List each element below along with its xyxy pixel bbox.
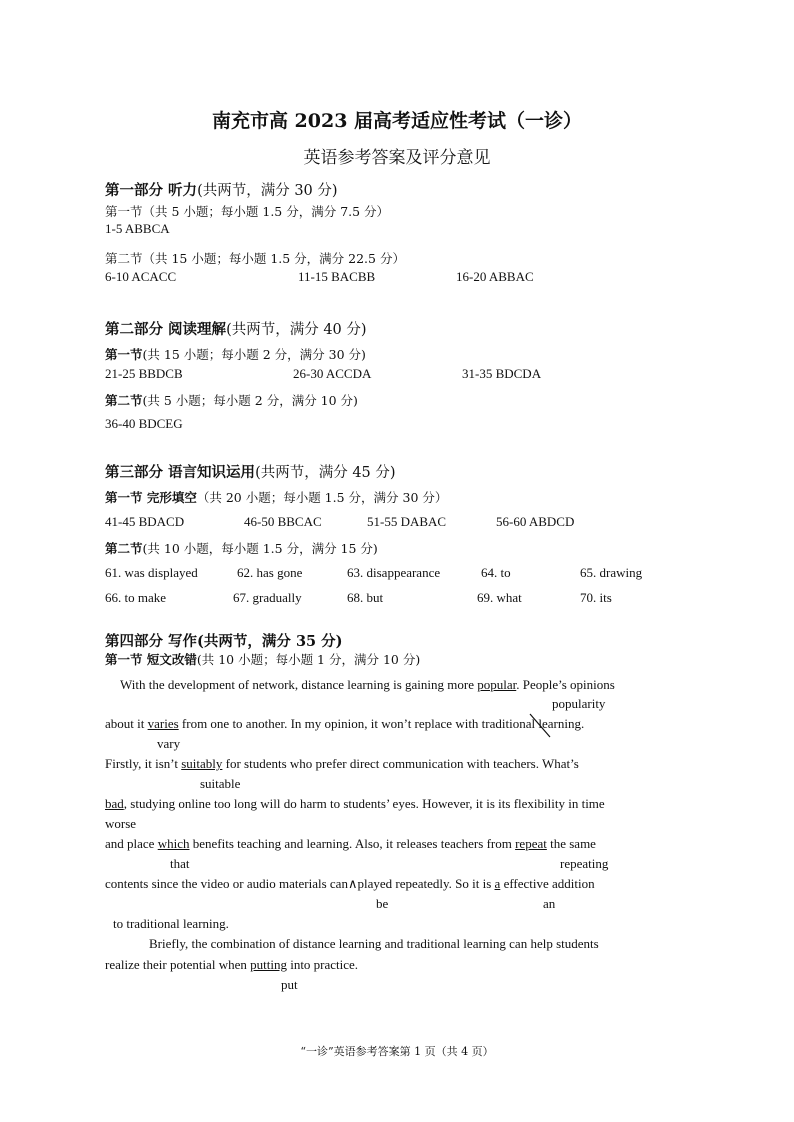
essay-line: Firstly, it isn’t suitably for students who prefer direct communication with teachers. What’s	[105, 756, 579, 771]
essay-line: and place which benefits teaching and learning. Also, it releases teachers from repeat the same	[105, 836, 596, 851]
error-word: which	[157, 836, 190, 851]
part2-heading	[105, 318, 367, 339]
part3-note: (共两节，满分 45 分)	[255, 465, 396, 481]
answer-group: 31-35 BDCDA	[462, 366, 542, 381]
correction-word: put	[281, 977, 298, 992]
answer-group: 46-50 BBCAC	[244, 514, 322, 529]
part2-sec1-label: 第一节	[105, 347, 143, 362]
error-word: bad	[105, 796, 124, 811]
part2-note: (共两节，满分 40 分)	[226, 322, 367, 338]
answer-item: 61. was displayed	[105, 565, 198, 580]
essay-line: about it varies from one to another. In my opinion, it won’t replace with traditional learning.	[105, 716, 585, 731]
part1-sec1-info: 第一节（共 5 小题；每小题 1.5 分，满分 7.5 分）	[105, 204, 390, 219]
part2-sec1-note: (共 15 小题；每小题 2 分，满分 30 分)	[142, 347, 366, 362]
part3-title: 第三部分 语言知识运用	[105, 464, 256, 481]
correction-word: that	[170, 856, 190, 871]
correction-word: worse	[105, 816, 137, 831]
document-title: 南充市高 2023 届高考适应性考试（一诊）	[211, 110, 583, 132]
answer-item: 66. to make	[105, 590, 167, 605]
answer-group: 51-55 DABAC	[367, 514, 447, 529]
correction-word: an	[543, 896, 556, 911]
answer-group: 36-40 BDCEG	[105, 416, 183, 431]
error-word: a	[494, 876, 501, 891]
part4-sec1-label: 第一节 短文改错	[105, 652, 197, 667]
answer-group: 41-45 BDACD	[105, 514, 185, 529]
part1-sec2-info: 第二节（共 15 小题；每小题 1.5 分，满分 22.5 分）	[105, 251, 405, 266]
answer-group: 16-20 ABBAC	[456, 269, 534, 284]
correction-word: be	[376, 896, 389, 911]
error-word: putting	[250, 957, 287, 972]
part2-sec2-label: 第二节	[105, 393, 143, 408]
strike-mark	[528, 712, 554, 740]
part3-sec2-label: 第二节	[105, 541, 143, 556]
correction-word: vary	[157, 736, 181, 751]
correction-word: repeating	[560, 856, 609, 871]
part3-sec1-info	[105, 488, 447, 506]
part2-sec1-info	[105, 345, 366, 363]
answer-group: 6-10 ACACC	[105, 269, 177, 284]
part3-sec2-note: (共 10 小题，每小题 1.5 分，满分 15 分)	[142, 541, 378, 556]
part2-sec2-info	[105, 391, 358, 409]
page-footer: “一诊”英语参考答案第 1 页（共 4 页）	[300, 1045, 494, 1058]
part3-heading	[105, 461, 396, 482]
part2-sec2-note: (共 5 小题；每小题 2 分，满分 10 分)	[142, 393, 358, 408]
part1-title: 第一部分 听力	[105, 182, 198, 199]
error-word: popular	[477, 677, 517, 692]
part4-sec1-note: (共 10 小题；每小题 1 分，满分 10 分)	[196, 652, 421, 667]
part1-heading	[105, 179, 338, 200]
part3-sec1-note: （共 20 小题；每小题 1.5 分，满分 30 分）	[196, 490, 448, 505]
answer-item: 69. what	[477, 590, 522, 605]
essay-line: realize their potential when putting into practice.	[105, 957, 359, 972]
answer-group: 1-5 ABBCA	[105, 221, 170, 236]
part4-title: 第四部分 写作(共两节，满分 35 分)	[105, 633, 343, 650]
essay-line: bad, studying online too long will do harm to students’ eyes. However, it is its flexibility in time	[105, 796, 605, 811]
part4-sec1-info	[105, 650, 420, 668]
part2-title: 第二部分 阅读理解	[105, 321, 227, 338]
part3-sec2-info	[105, 539, 378, 557]
answer-item: 68. but	[347, 590, 384, 605]
answer-item: 65. drawing	[580, 565, 643, 580]
answer-group: 26-30 ACCDA	[293, 366, 372, 381]
essay-line: With the development of network, distance learning is gaining more popular. People’s opinions	[120, 677, 615, 692]
error-word: varies	[147, 716, 179, 731]
answer-item: 70. its	[580, 590, 612, 605]
answer-item: 62. has gone	[237, 565, 303, 580]
essay-line: contents since the video or audio materials can∧played repeatedly. So it is a effective addition	[105, 876, 595, 891]
error-word: repeat	[515, 836, 547, 851]
answer-group: 21-25 BBDCB	[105, 366, 183, 381]
answer-group: 56-60 ABDCD	[496, 514, 575, 529]
answer-group: 11-15 BACBB	[298, 269, 376, 284]
document-subtitle: 英语参考答案及评分意见	[303, 148, 491, 168]
answer-item: 67. gradually	[233, 590, 302, 605]
correction-word: suitable	[200, 776, 241, 791]
answer-item: 63. disappearance	[347, 565, 441, 580]
correction-word: popularity	[552, 696, 606, 711]
answer-item: 64. to	[481, 565, 511, 580]
essay-line: to traditional learning.	[113, 916, 229, 931]
essay-line: Briefly, the combination of distance learning and traditional learning can help students	[149, 936, 599, 951]
error-word: suitably	[181, 756, 223, 771]
part1-note: (共两节，满分 30 分)	[197, 183, 338, 199]
part3-sec1-label: 第一节 完形填空	[105, 490, 197, 505]
